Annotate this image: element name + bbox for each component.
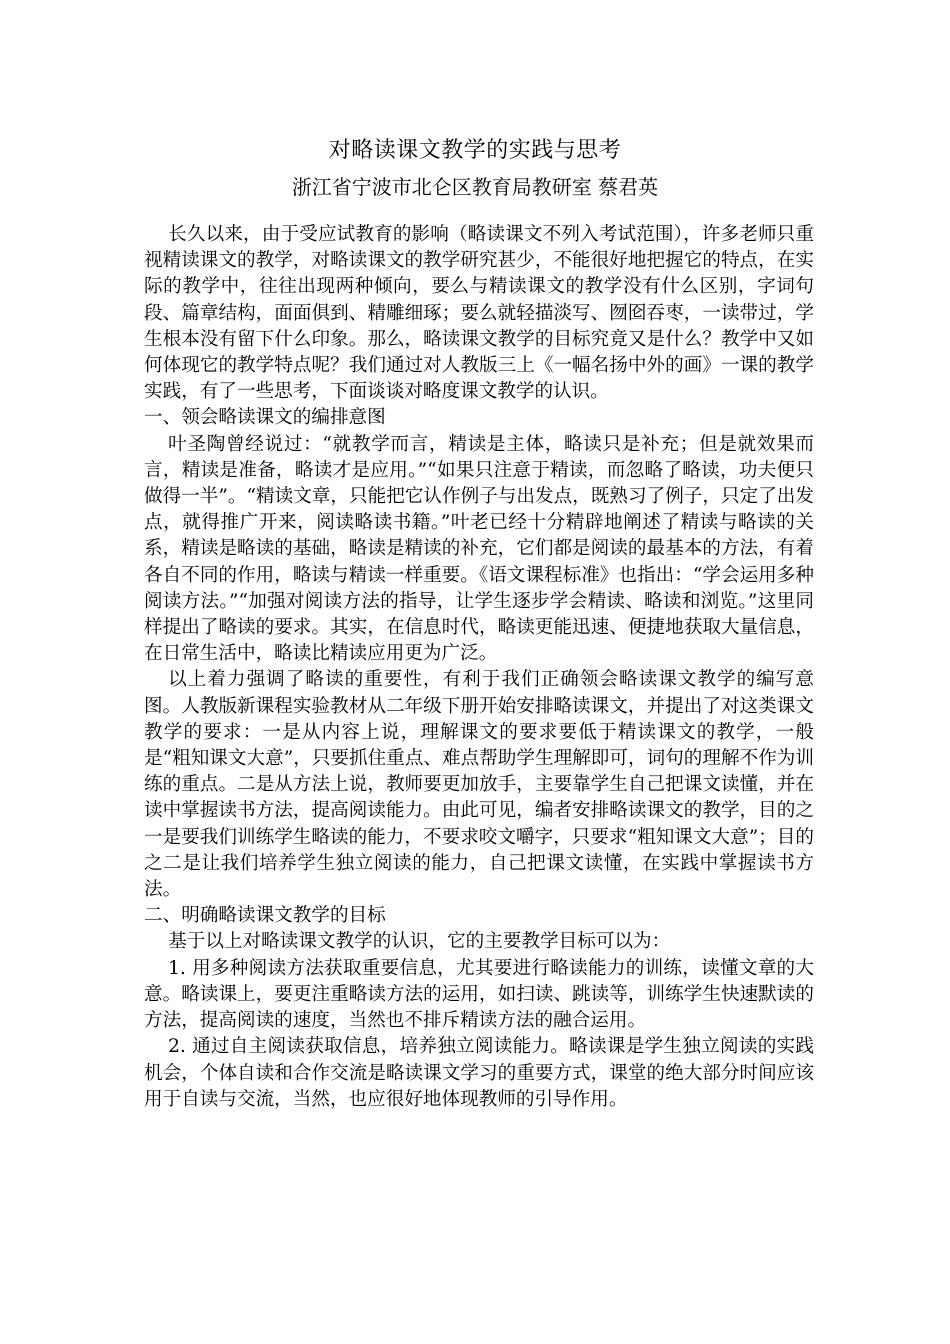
document-body	[144, 222, 814, 1113]
document-author: 浙江省宁波市北仑区教育局教研室 蔡君英	[291, 175, 659, 199]
section-heading-2: 二、明确略读课文教学的目标	[144, 905, 386, 927]
section-heading-1: 一、领会略读课文的编排意图	[144, 407, 386, 429]
paragraph-section1-a: 叶圣陶曾经说过：“就教学而言，精读是主体，略读只是补充；但是就效果而言，精读是准备，略读才是应用。”“如果只注意于精读，而忽略了略读，功夫便只做得一半”。“精读文章，只能把它认作例子与出发点，既熟习了例子，只定了出发点，就得推广开来，阅读略读书籍。”叶老已经十分精辟地阐述了精读与略读的关系，精读是略读的基础，略读是精读的补充，它们都是阅读的最基本的方法，有着各自不同的作用，略读与精读一样重要。《语文课程标准》也指出：“学会运用多种阅读方法。”“加强对阅读方法的指导，让学生逐步学会精读、略读和浏览。”这里同样提出了略读的要求。其实，在信息时代，略读更能迅速、便捷地获取大量信息，在日常生活中，略读比精读应用更为广泛。	[144, 433, 814, 665]
paragraph-goal-1: 1. 用多种阅读方法获取重要信息，尤其要进行略读能力的训练，读懂文章的大意。略读课上，要更注重略读方法的运用，如扫读、跳读等，训练学生快速默读的方法，提高阅读的速度，当然也不排斥精读方法的融合运用。	[144, 957, 814, 1032]
paragraph-goal-2: 2. 通过自主阅读获取信息，培养独立阅读能力。略读课是学生独立阅读的实践机会，个体自读和合作交流是略读课文学习的重要方式，课堂的绝大部分时间应该用于自读与交流，当然，也应很好地体现教师的引导作用。	[144, 1036, 814, 1110]
paragraph-section2-intro: 基于以上对略读课文教学的认识，它的主要教学目标可以为：	[168, 931, 671, 953]
paragraph-intro: 长久以来，由于受应试教育的影响（略读课文不列入考试范围），许多老师只重视精读课文的教学，对略读课文的教学研究甚少，不能很好地把握它的特点，在实际的教学中，往往出现两种倾向，要么与精读课文的教学没有什么区别，字词句段、篇章结构，面面俱到、精雕细琢；要么就轻描淡写、囫囵吞枣，一读带过，学生根本没有留下什么印象。那么，略读课文教学的目标究竟又是什么？教学中又如何体现它的教学特点呢？我们通过对人教版三上《一幅名扬中外的画》一课的教学实践，有了一些思考，下面谈谈对略度课文教学的认识。	[144, 224, 814, 403]
paragraph-section1-b: 以上着力强调了略读的重要性，有利于我们正确领会略读课文教学的编写意图。人教版新课程实验教材从二年级下册开始安排略读课文，并提出了对这类课文教学的要求：一是从内容上说，理解课文的要求要低于精读课文的教学，一般是“粗知课文大意”，只要抓住重点、难点帮助学生理解即可，词句的理解不作为训练的重点。二是从方法上说，教师要更加放手，主要靠学生自己把课文读懂，并在读中掌握读书方法，提高阅读能力。由此可见，编者安排略读课文的教学，目的之一是要我们训练学生略读的能力，不要求咬文嚼字，只要求“粗知课文大意”；目的之二是让我们培养学生独立阅读的能力，自己把课文读懂，在实践中掌握读书方法。	[144, 669, 814, 901]
document-title: 对略读课文教学的实践与思考	[328, 138, 622, 163]
